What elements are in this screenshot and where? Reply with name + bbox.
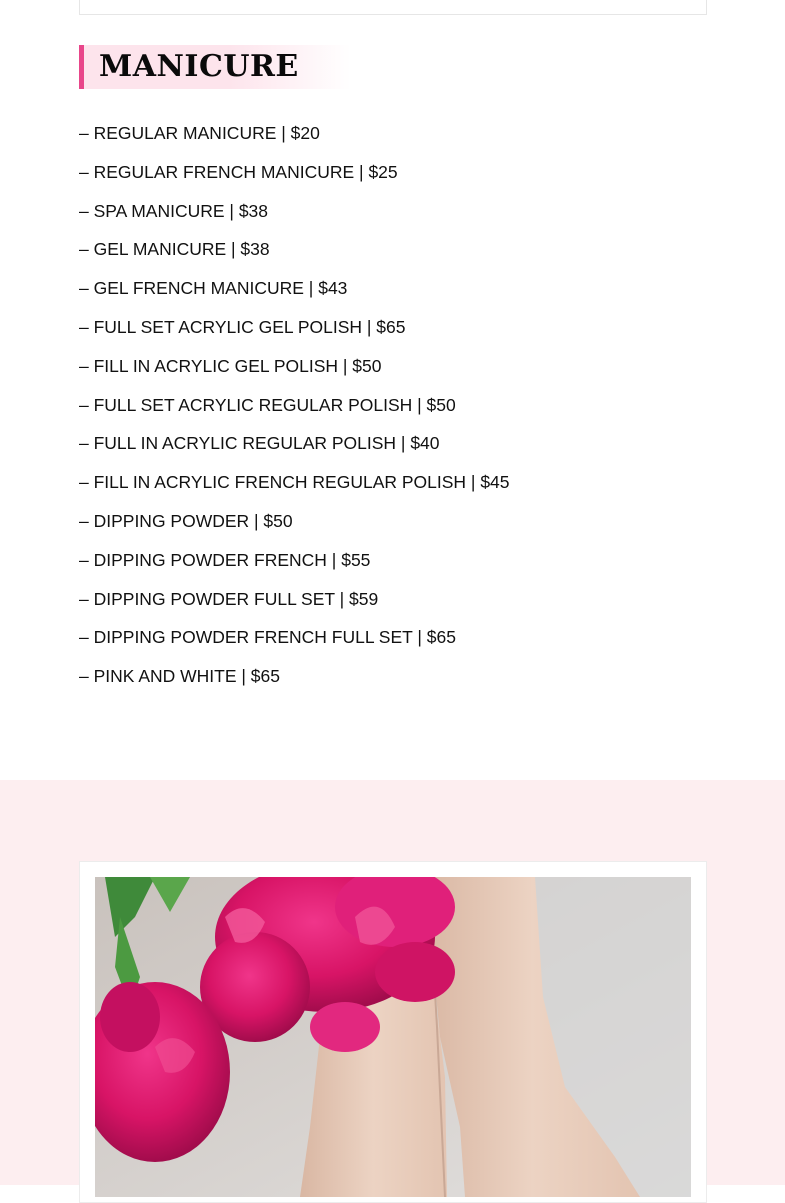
list-item: – FULL IN ACRYLIC REGULAR POLISH | $40	[79, 433, 440, 454]
list-item: – FILL IN ACRYLIC GEL POLISH | $50	[79, 355, 382, 376]
section-heading	[79, 45, 351, 89]
list-item: – FULL SET ACRYLIC GEL POLISH | $65	[79, 316, 406, 337]
service-price-list	[79, 119, 510, 701]
list-item: – SPA MANICURE | $38	[79, 200, 269, 221]
list-item: – REGULAR FRENCH MANICURE | $25	[79, 161, 398, 182]
list-item: – REGULAR MANICURE | $20	[79, 123, 320, 143]
peony-feet-photo	[95, 877, 691, 1197]
list-item: – GEL FRENCH MANICURE | $43	[79, 278, 348, 299]
list-item: – DIPPING POWDER | $50	[79, 510, 293, 531]
list-item: – DIPPING POWDER FRENCH FULL SET | $65	[79, 627, 456, 648]
section-title: MANICURE	[99, 49, 299, 84]
list-item: – PINK AND WHITE | $65	[79, 666, 280, 687]
heading-accent-bar	[79, 45, 84, 89]
list-item: – FILL IN ACRYLIC FRENCH REGULAR POLISH | $45	[79, 472, 510, 493]
list-item: – GEL MANICURE | $38	[79, 239, 270, 260]
list-item: – FULL SET ACRYLIC REGULAR POLISH | $50	[79, 394, 456, 415]
pedicure-section	[0, 780, 785, 1185]
photo-card	[79, 861, 707, 1203]
previous-card-bottom	[79, 0, 707, 15]
list-item: – DIPPING POWDER FRENCH | $55	[79, 549, 371, 570]
list-item: – DIPPING POWDER FULL SET | $59	[79, 588, 379, 609]
